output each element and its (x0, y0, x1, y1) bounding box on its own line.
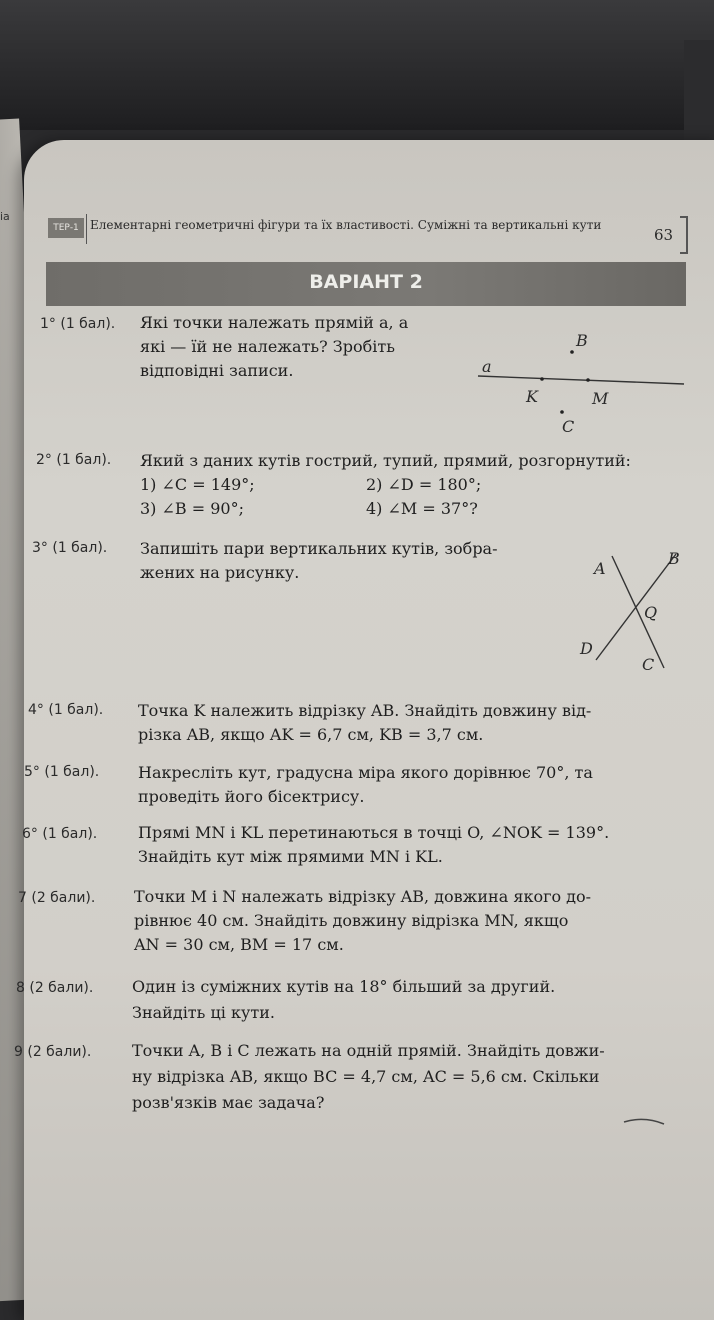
task-line: розв'язків має задача? (132, 1093, 325, 1112)
point-k-dot (540, 377, 544, 381)
label-d: D (580, 639, 593, 658)
variant-banner: ВАРІАНТ 2 (46, 262, 686, 306)
task-line: Точка K належить відрізку AB. Знайдіть довжину від- (138, 701, 592, 720)
left-margin-text: ia (0, 210, 10, 223)
point-m-dot (586, 378, 590, 382)
task-line: Який з даних кутів гострий, тупий, прямий, розгорнутий: (140, 451, 631, 470)
task-line: які — їй не належать? Зробіть (140, 337, 395, 356)
task-line: проведіть його бісектрису. (138, 787, 365, 806)
task-option: 1) ∠C = 149°; (140, 475, 255, 494)
page-number: 63 (654, 226, 674, 244)
task-line: Точки M і N належать відрізку AB, довжина якого до- (134, 887, 592, 906)
task-line: Запишіть пари вертикальних кутів, зобра- (140, 539, 498, 558)
label-c: C (642, 655, 655, 674)
task-line: ну відрізка AB, якщо BC = 4,7 см, AC = 5,6 см. Скільки (132, 1067, 600, 1086)
header-divider (86, 214, 87, 244)
task-line: Знайдіть кут між прямими MN і KL. (138, 847, 443, 866)
pencil-mark (620, 1112, 670, 1132)
task-line: Які точки належать прямій a, а (140, 313, 409, 332)
point-label-c: C (562, 417, 575, 436)
task-line: Точки A, B і C лежать на одній прямій. Знайдіть довжи- (132, 1041, 605, 1060)
line-a (478, 376, 684, 384)
task-9-number: 9 (2 бали). (14, 1044, 92, 1060)
task-line: різка AB, якщо AK = 6,7 см, KB = 3,7 см. (138, 725, 484, 744)
pencil-stroke (624, 1119, 664, 1124)
label-q: Q (644, 603, 658, 622)
task-2-number: 2° (1 бал). (36, 452, 112, 468)
line-label-a: a (482, 357, 492, 376)
desk-background (0, 0, 714, 130)
task-1-number: 1° (1 бал). (40, 316, 116, 332)
task-line: Знайдіть ці кути. (132, 1003, 275, 1022)
point-label-b: B (576, 331, 588, 350)
task-line: рівнює 40 см. Знайдіть довжину відрізка MN, якщо (134, 911, 569, 930)
task-line: жених на рисунку. (140, 563, 300, 582)
task-option: 2) ∠D = 180°; (366, 475, 482, 494)
line-bd (596, 554, 676, 660)
task-line: Один із суміжних кутів на 18° більший за другий. (132, 977, 556, 996)
point-label-m: M (592, 389, 609, 408)
point-b-dot (570, 350, 574, 354)
task-line: відповідні записи. (140, 361, 294, 380)
page-bracket (680, 216, 688, 254)
task-5-number: 5° (1 бал). (24, 764, 100, 780)
label-b: B (668, 549, 680, 568)
chapter-badge: ТЕР-1 (48, 218, 84, 238)
task-7-number: 7 (2 бали). (18, 890, 96, 906)
task-6-number: 6° (1 бал). (22, 826, 98, 842)
figure-vertical-angles (570, 540, 700, 690)
chapter-title: Елементарні геометричні фігури та їх властивості. Суміжні та вертикальні кути (90, 218, 602, 232)
task-3-number: 3° (1 бал). (32, 540, 108, 556)
point-c-dot (560, 410, 564, 414)
task-line: AN = 30 см, BM = 17 см. (134, 935, 344, 954)
task-option: 4) ∠M = 37°? (366, 499, 478, 518)
task-8-number: 8 (2 бали). (16, 980, 94, 996)
point-label-k: K (526, 387, 538, 406)
running-header (48, 210, 688, 250)
task-option: 3) ∠B = 90°; (140, 499, 244, 518)
label-a: A (594, 559, 606, 578)
figure-line-points (470, 320, 690, 440)
task-line: Накресліть кут, градусна міра якого дорівнює 70°, та (138, 763, 593, 782)
task-line: Прямі MN і KL перетинаються в точці O, ∠NOK = 139°. (138, 823, 610, 842)
task-4-number: 4° (1 бал). (28, 702, 104, 718)
